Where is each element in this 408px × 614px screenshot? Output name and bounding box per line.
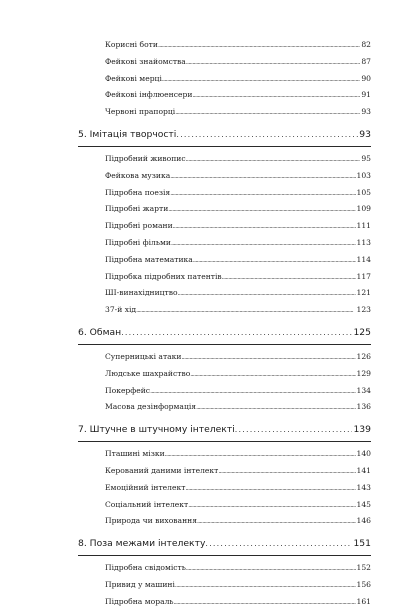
toc-entry-row [105, 402, 371, 419]
entry-page-number: 152 [356, 563, 371, 573]
entry-page-number: 117 [356, 271, 371, 281]
entry-page-number: 91 [361, 90, 371, 100]
dot-leader [158, 42, 360, 49]
entry-title: Підробка підробних патентів [105, 271, 222, 281]
entry-page-number: 161 [356, 596, 371, 606]
toc-entry-row [105, 466, 371, 483]
entry-page-number: 87 [361, 56, 371, 66]
entry-title: Підробна свідомість [105, 563, 186, 573]
chapter-page-number: 151 [353, 538, 371, 550]
chapter-title: 8. Поза межами інтелекту [78, 538, 206, 550]
dot-leader [190, 371, 355, 378]
entry-title: Керований даними інтелект [105, 465, 219, 475]
toc-entry-row [105, 305, 371, 322]
dot-leader [186, 59, 361, 66]
dot-leader [150, 388, 355, 395]
dot-leader [171, 240, 356, 247]
toc-entry-row [105, 57, 371, 74]
dot-leader [193, 257, 356, 264]
entry-page-number: 129 [356, 368, 371, 378]
dot-leader [168, 206, 355, 213]
toc-entry-row [105, 154, 371, 171]
entry-page-number: 146 [356, 516, 371, 526]
toc-entry-row [105, 516, 371, 533]
entry-page-number: 145 [356, 499, 371, 509]
entry-title: Пташині мізки [105, 449, 165, 459]
toc-entry-row [105, 90, 371, 107]
toc-entry-row [105, 597, 371, 614]
entry-title: Масова дезінформація [105, 402, 197, 412]
entry-page-number: 113 [356, 237, 371, 247]
dot-leader [186, 156, 361, 163]
dot-leader [170, 173, 355, 180]
entry-title: Підробні романи [105, 221, 173, 231]
entry-title: Підробний живопис [105, 153, 186, 163]
entry-page-number: 105 [356, 187, 371, 197]
entry-title: 37-й хід [105, 305, 137, 315]
chapter-page-number: 125 [353, 326, 371, 338]
dot-leader [162, 76, 360, 83]
toc-chapter-row [78, 538, 371, 556]
dot-leader [218, 468, 355, 475]
toc-entry-row [105, 386, 371, 403]
toc-entry-row [105, 40, 371, 57]
entry-title: ШІ-винахідництво [105, 288, 178, 298]
dot-leader [186, 565, 356, 572]
entry-title: Фейкові інфлюенсери [105, 90, 193, 100]
entry-title: Природа чи виховання [105, 516, 197, 526]
toc-entry-row [105, 171, 371, 188]
toc-entry-row [105, 188, 371, 205]
chapter-page-number: 139 [353, 424, 371, 436]
dot-leader [188, 502, 355, 509]
entry-title: Підробна математика [105, 254, 193, 264]
toc-entry-row [105, 449, 371, 466]
entry-page-number: 103 [356, 170, 371, 180]
toc-entry-row [105, 255, 371, 272]
toc-entry-row [105, 74, 371, 91]
entry-title: Підробні фільми [105, 237, 171, 247]
toc-entry-row [105, 221, 371, 238]
toc-chapter-row [78, 424, 371, 442]
entry-page-number: 140 [356, 449, 371, 459]
dot-leader [136, 307, 355, 314]
dot-leader [173, 223, 356, 230]
entry-page-number: 111 [356, 221, 371, 231]
dot-leader [178, 290, 356, 297]
entry-page-number: 134 [356, 385, 371, 395]
entry-title: Суперницькі атаки [105, 351, 182, 361]
dot-leader [121, 328, 352, 337]
entry-title: Людське шахрайство [105, 368, 191, 378]
toc-entry-row [105, 107, 371, 124]
dot-leader [235, 425, 353, 434]
entry-title: Підробна поезія [105, 187, 171, 197]
entry-page-number: 143 [356, 482, 371, 492]
dot-leader [165, 451, 356, 458]
entry-page-number: 156 [356, 579, 371, 589]
dot-leader [176, 130, 358, 139]
dot-leader [192, 92, 360, 99]
dot-leader [185, 485, 355, 492]
toc-entry-row [105, 204, 371, 221]
entry-page-number: 141 [356, 465, 371, 475]
dot-leader [170, 190, 355, 197]
entry-title: Фейкові знайомства [105, 56, 186, 66]
entry-page-number: 126 [356, 351, 371, 361]
toc-entry-row [105, 272, 371, 289]
chapter-title: 5. Імітація творчості [78, 128, 177, 140]
dot-leader [205, 539, 352, 548]
toc-entry-row [105, 288, 371, 305]
entry-title: Емоційний інтелект [105, 482, 186, 492]
entry-title: Червоні прапорці [105, 107, 176, 117]
chapter-title: 6. Обман [78, 326, 122, 338]
dot-leader [197, 518, 356, 525]
entry-title: Фейкова музика [105, 170, 171, 180]
toc-entry-row [105, 483, 371, 500]
entry-title: Покерфейс [105, 385, 151, 395]
entry-title: Підробні жарти [105, 204, 169, 214]
chapter-title: 7. Штучне в штучному інтелекті [78, 424, 235, 436]
toc-entry-row [105, 352, 371, 369]
dot-leader [175, 109, 360, 116]
entry-title: Корисні боти [105, 40, 158, 49]
toc-entry-row [105, 238, 371, 255]
entry-page-number: 136 [356, 402, 371, 412]
toc-entry-row [105, 580, 371, 597]
entry-page-number: 90 [361, 73, 371, 83]
entry-title: Підробна мораль [105, 596, 174, 606]
entry-page-number: 82 [361, 40, 371, 49]
dot-leader [196, 404, 355, 411]
dot-leader [175, 582, 356, 589]
chapter-page-number: 93 [359, 128, 371, 140]
toc-entry-row [105, 369, 371, 386]
table-of-contents [78, 40, 371, 614]
entry-page-number: 121 [356, 288, 371, 298]
toc-entry-row [105, 563, 371, 580]
entry-page-number: 109 [356, 204, 371, 214]
toc-entry-row [105, 500, 371, 517]
dot-leader [222, 274, 356, 281]
entry-title: Фейкові мерці [105, 73, 162, 83]
toc-chapter-row [78, 129, 371, 147]
entry-page-number: 123 [356, 305, 371, 315]
entry-page-number: 114 [356, 254, 371, 264]
entry-page-number: 95 [361, 153, 371, 163]
entry-title: Привид у машині [105, 579, 175, 589]
toc-chapter-row [78, 327, 371, 345]
entry-title: Соціальний інтелект [105, 499, 189, 509]
entry-page-number: 93 [361, 107, 371, 117]
dot-leader [174, 599, 356, 606]
dot-leader [182, 354, 356, 361]
